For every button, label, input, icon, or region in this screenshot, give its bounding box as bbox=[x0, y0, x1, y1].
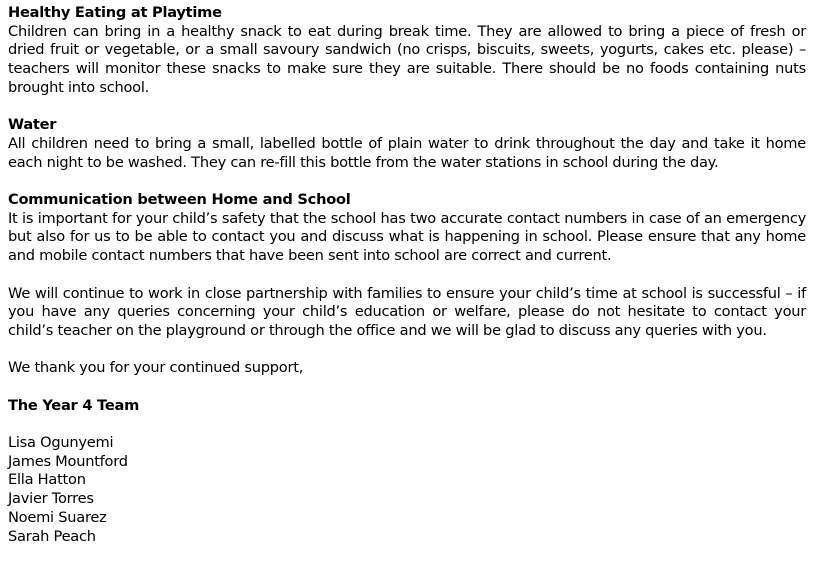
letter-document bbox=[8, 4, 806, 546]
thanks-block bbox=[8, 359, 806, 378]
section-healthy-eating bbox=[8, 4, 806, 98]
staff-name: Javier Torres bbox=[8, 490, 94, 508]
section-water bbox=[8, 116, 806, 172]
section-heading: Communication between Home and School bbox=[8, 191, 351, 208]
staff-names-list bbox=[8, 434, 806, 546]
staff-name: Ella Hatton bbox=[8, 471, 86, 489]
section-communication bbox=[8, 191, 806, 266]
staff-name: Lisa Ogunyemi bbox=[8, 434, 114, 452]
section-paragraph: Children can bring in a healthy snack to eat during break time. They are allowed to bring a piece of fresh or dried fruit or vegetable, or a small savoury sandwich (no crisps, biscuits, sweets, yogurts, cakes etc. please) – teachers will monitor these snacks to make sure they are suitable. There should be no foods containing nuts brought into school. bbox=[8, 22, 806, 96]
section-heading: Healthy Eating at Playtime bbox=[8, 4, 222, 21]
partnership-paragraph: We will continue to work in close partnership with families to ensure your child’s time at school is successful – if you have any queries concerning your child’s education or welfare, please do not hesitate to contact your child’s teacher on the playground or through the office and we will be glad to discuss any queries with you. bbox=[8, 284, 806, 339]
section-paragraph: All children need to bring a small, labelled bottle of plain water to drink throughout the day and take it home each night to be washed. They can re-fill this bottle from the water stations in school during the day. bbox=[8, 134, 806, 171]
staff-name: Noemi Suarez bbox=[8, 508, 107, 526]
staff-name: James Mountford bbox=[8, 452, 128, 470]
thanks-line: We thank you for your continued support, bbox=[8, 359, 304, 377]
section-heading: Water bbox=[8, 116, 57, 134]
partnership-paragraph-block bbox=[8, 285, 806, 341]
team-signature: The Year 4 Team bbox=[8, 396, 140, 414]
section-paragraph: It is important for your child’s safety that the school has two accurate contact numbers in case of an emergency but also for us to be able to contact you and discuss what is happening in school. Please ensure that any home and mobile contact numbers that have been sent into school are correct and current. bbox=[8, 209, 806, 265]
staff-name: Sarah Peach bbox=[8, 527, 96, 545]
